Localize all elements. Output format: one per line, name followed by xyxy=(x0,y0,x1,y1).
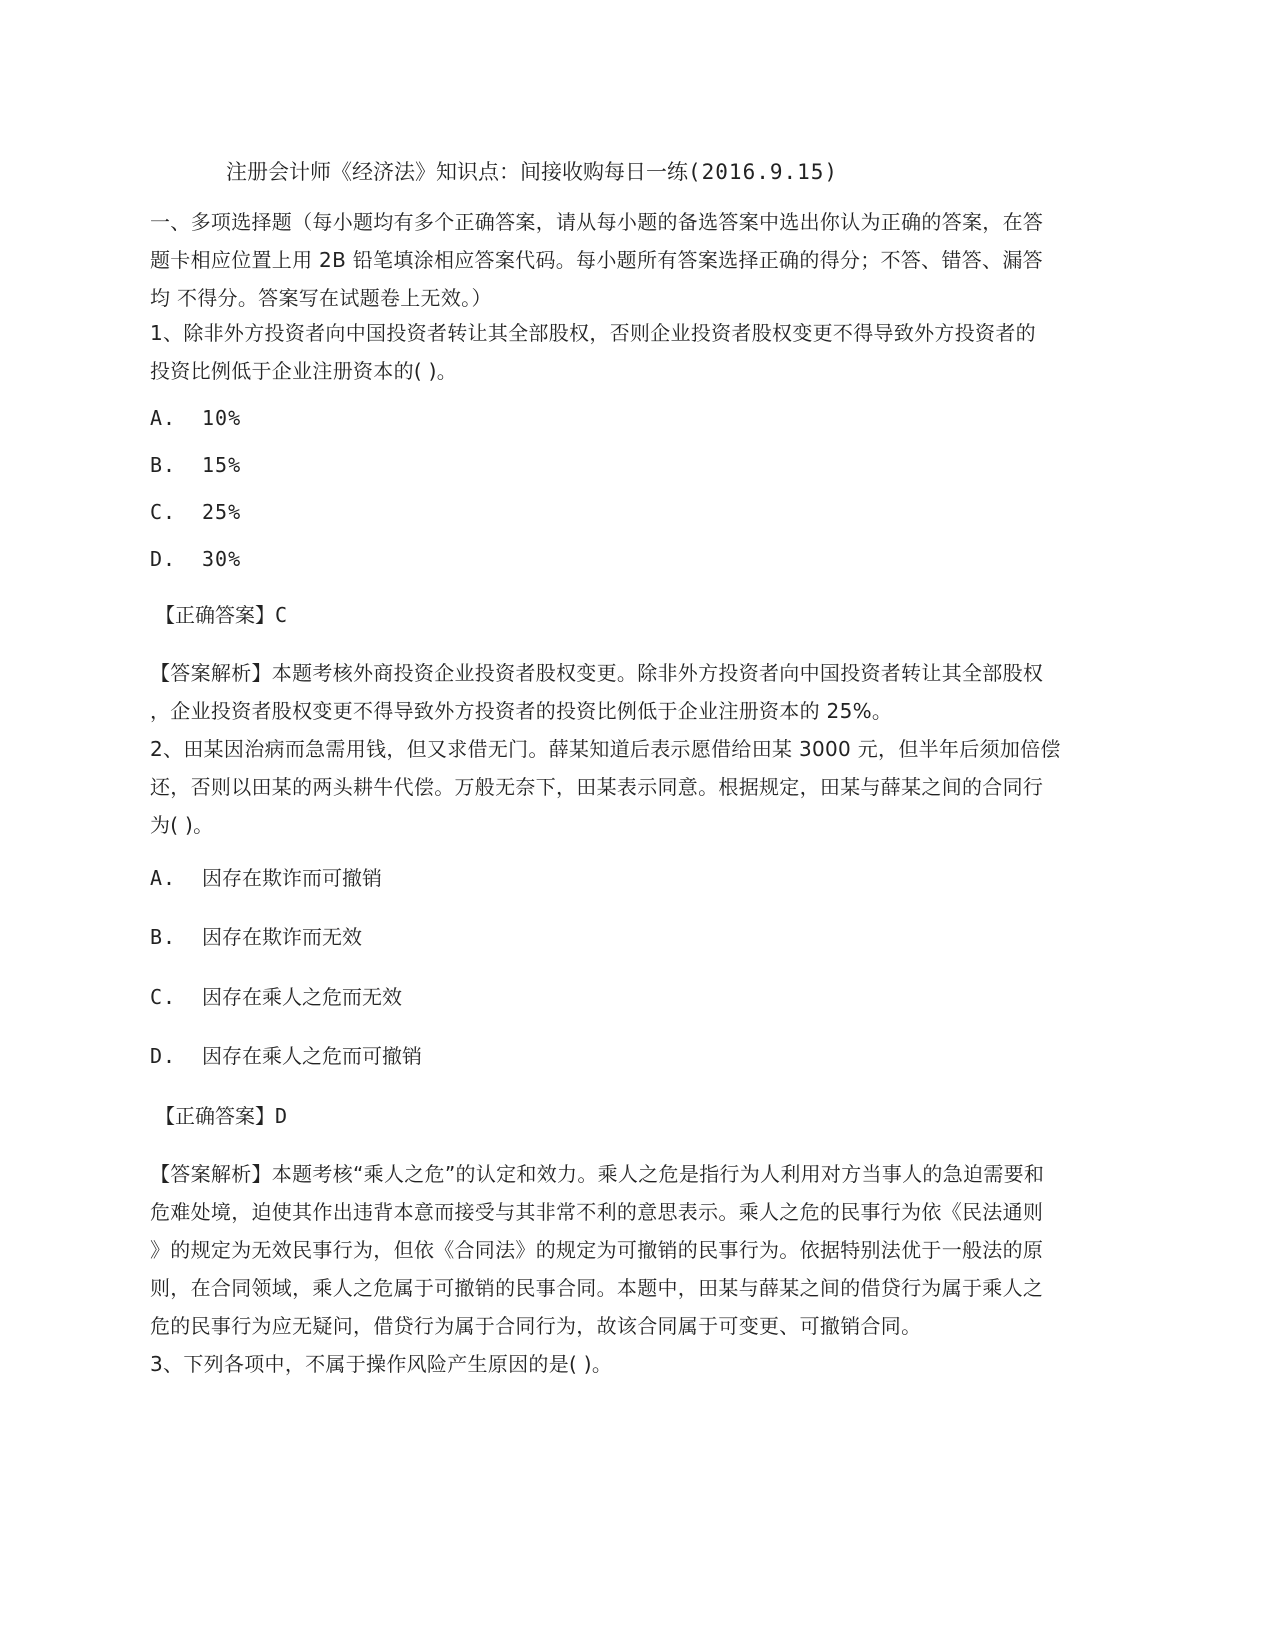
option-text: 因存在乘人之危而无效 xyxy=(202,985,402,1009)
instruction-line: 题卡相应位置上用 2B 铅笔填涂相应答案代码。每小题所有答案选择正确的得分；不答、错答、漏答 xyxy=(150,248,1043,272)
analysis-line: 【答案解析】本题考核“乘人之危”的认定和效力。乘人之危是指行为人利用对方当事人的急迫需要和 xyxy=(150,1162,1045,1186)
instruction-line: 均 不得分。答案写在试题卷上无效。） xyxy=(150,286,492,310)
title-main: 注册会计师《经济法》知识点：间接收购每日一练 xyxy=(226,160,688,184)
option-letter: A. xyxy=(150,866,177,890)
option-letter: C. xyxy=(150,985,177,1009)
question-line: 3、下列各项中，不属于操作风险产生原因的是( )。 xyxy=(150,1352,613,1376)
option-text: 因存在欺诈而无效 xyxy=(202,925,362,949)
page-title xyxy=(226,158,838,186)
option-letter: A. xyxy=(150,406,177,430)
question-1-option-c xyxy=(150,498,241,526)
question-line: 2、田某因治病而急需用钱，但又求借无门。薛某知道后表示愿借给田某 3000 元，但半年后须加倍偿 xyxy=(150,737,1061,761)
instruction-line: 一、多项选择题（每小题均有多个正确答案，请从每小题的备选答案中选出你认为正确的答案，在答 xyxy=(150,210,1044,234)
answer-value: C xyxy=(275,603,289,627)
question-2-option-b xyxy=(150,923,362,951)
question-line: 1、除非外方投资者向中国投资者转让其全部股权，否则企业投资者股权变更不得导致外方投资者的 xyxy=(150,321,1036,345)
analysis-line: 则，在合同领域，乘人之危属于可撤销的民事合同。本题中，田某与薛某之间的借贷行为属于乘人之 xyxy=(150,1276,1044,1300)
question-1-option-d xyxy=(150,545,241,573)
answer-value: D xyxy=(275,1104,289,1128)
analysis-line: 危难处境，迫使其作出违背本意而接受与其非常不利的意思表示。乘人之危的民事行为依《民法通则 xyxy=(150,1200,1044,1224)
option-text: 15% xyxy=(202,453,242,477)
option-letter: D. xyxy=(150,1044,177,1068)
option-text: 25% xyxy=(202,500,242,524)
option-text: 10% xyxy=(202,406,242,430)
question-2-stem xyxy=(150,730,1135,844)
question-1-option-a xyxy=(150,404,241,432)
question-2-option-d xyxy=(150,1042,422,1070)
analysis-line: 危的民事行为应无疑问，借贷行为属于合同行为，故该合同属于可变更、可撤销合同。 xyxy=(150,1314,922,1338)
analysis-line: 》的规定为无效民事行为，但依《合同法》的规定为可撤销的民事行为。依据特别法优于一般法的原 xyxy=(150,1238,1044,1262)
answer-label: 【正确答案】 xyxy=(155,1104,275,1128)
option-text: 因存在欺诈而可撤销 xyxy=(202,866,382,890)
question-line: 投资比例低于企业注册资本的( )。 xyxy=(150,359,458,383)
answer-label: 【正确答案】 xyxy=(155,603,275,627)
question-2-option-a xyxy=(150,864,382,892)
question-2-option-c xyxy=(150,983,402,1011)
question-1-analysis xyxy=(150,654,1135,730)
question-line: 为( )。 xyxy=(150,813,214,837)
title-date: (2016.9.15) xyxy=(688,160,839,184)
analysis-line: ，企业投资者股权变更不得导致外方投资者的投资比例低于企业注册资本的 25%。 xyxy=(150,699,893,723)
question-2-answer xyxy=(155,1102,288,1130)
option-text: 因存在乘人之危而可撤销 xyxy=(202,1044,422,1068)
question-1-answer xyxy=(155,601,288,629)
option-letter: B. xyxy=(150,925,177,949)
analysis-line: 【答案解析】本题考核外商投资企业投资者股权变更。除非外方投资者向中国投资者转让其全部股权 xyxy=(150,661,1044,685)
question-1-stem xyxy=(150,314,1135,390)
question-2-analysis xyxy=(150,1155,1135,1345)
question-1-option-b xyxy=(150,451,241,479)
option-letter: B. xyxy=(150,453,177,477)
section-instructions xyxy=(150,203,1135,317)
option-letter: C. xyxy=(150,500,177,524)
option-text: 30% xyxy=(202,547,242,571)
question-3-stem xyxy=(150,1345,1135,1383)
option-letter: D. xyxy=(150,547,177,571)
question-line: 还，否则以田某的两头耕牛代偿。万般无奈下，田某表示同意。根据规定，田某与薛某之间的合同行 xyxy=(150,775,1044,799)
